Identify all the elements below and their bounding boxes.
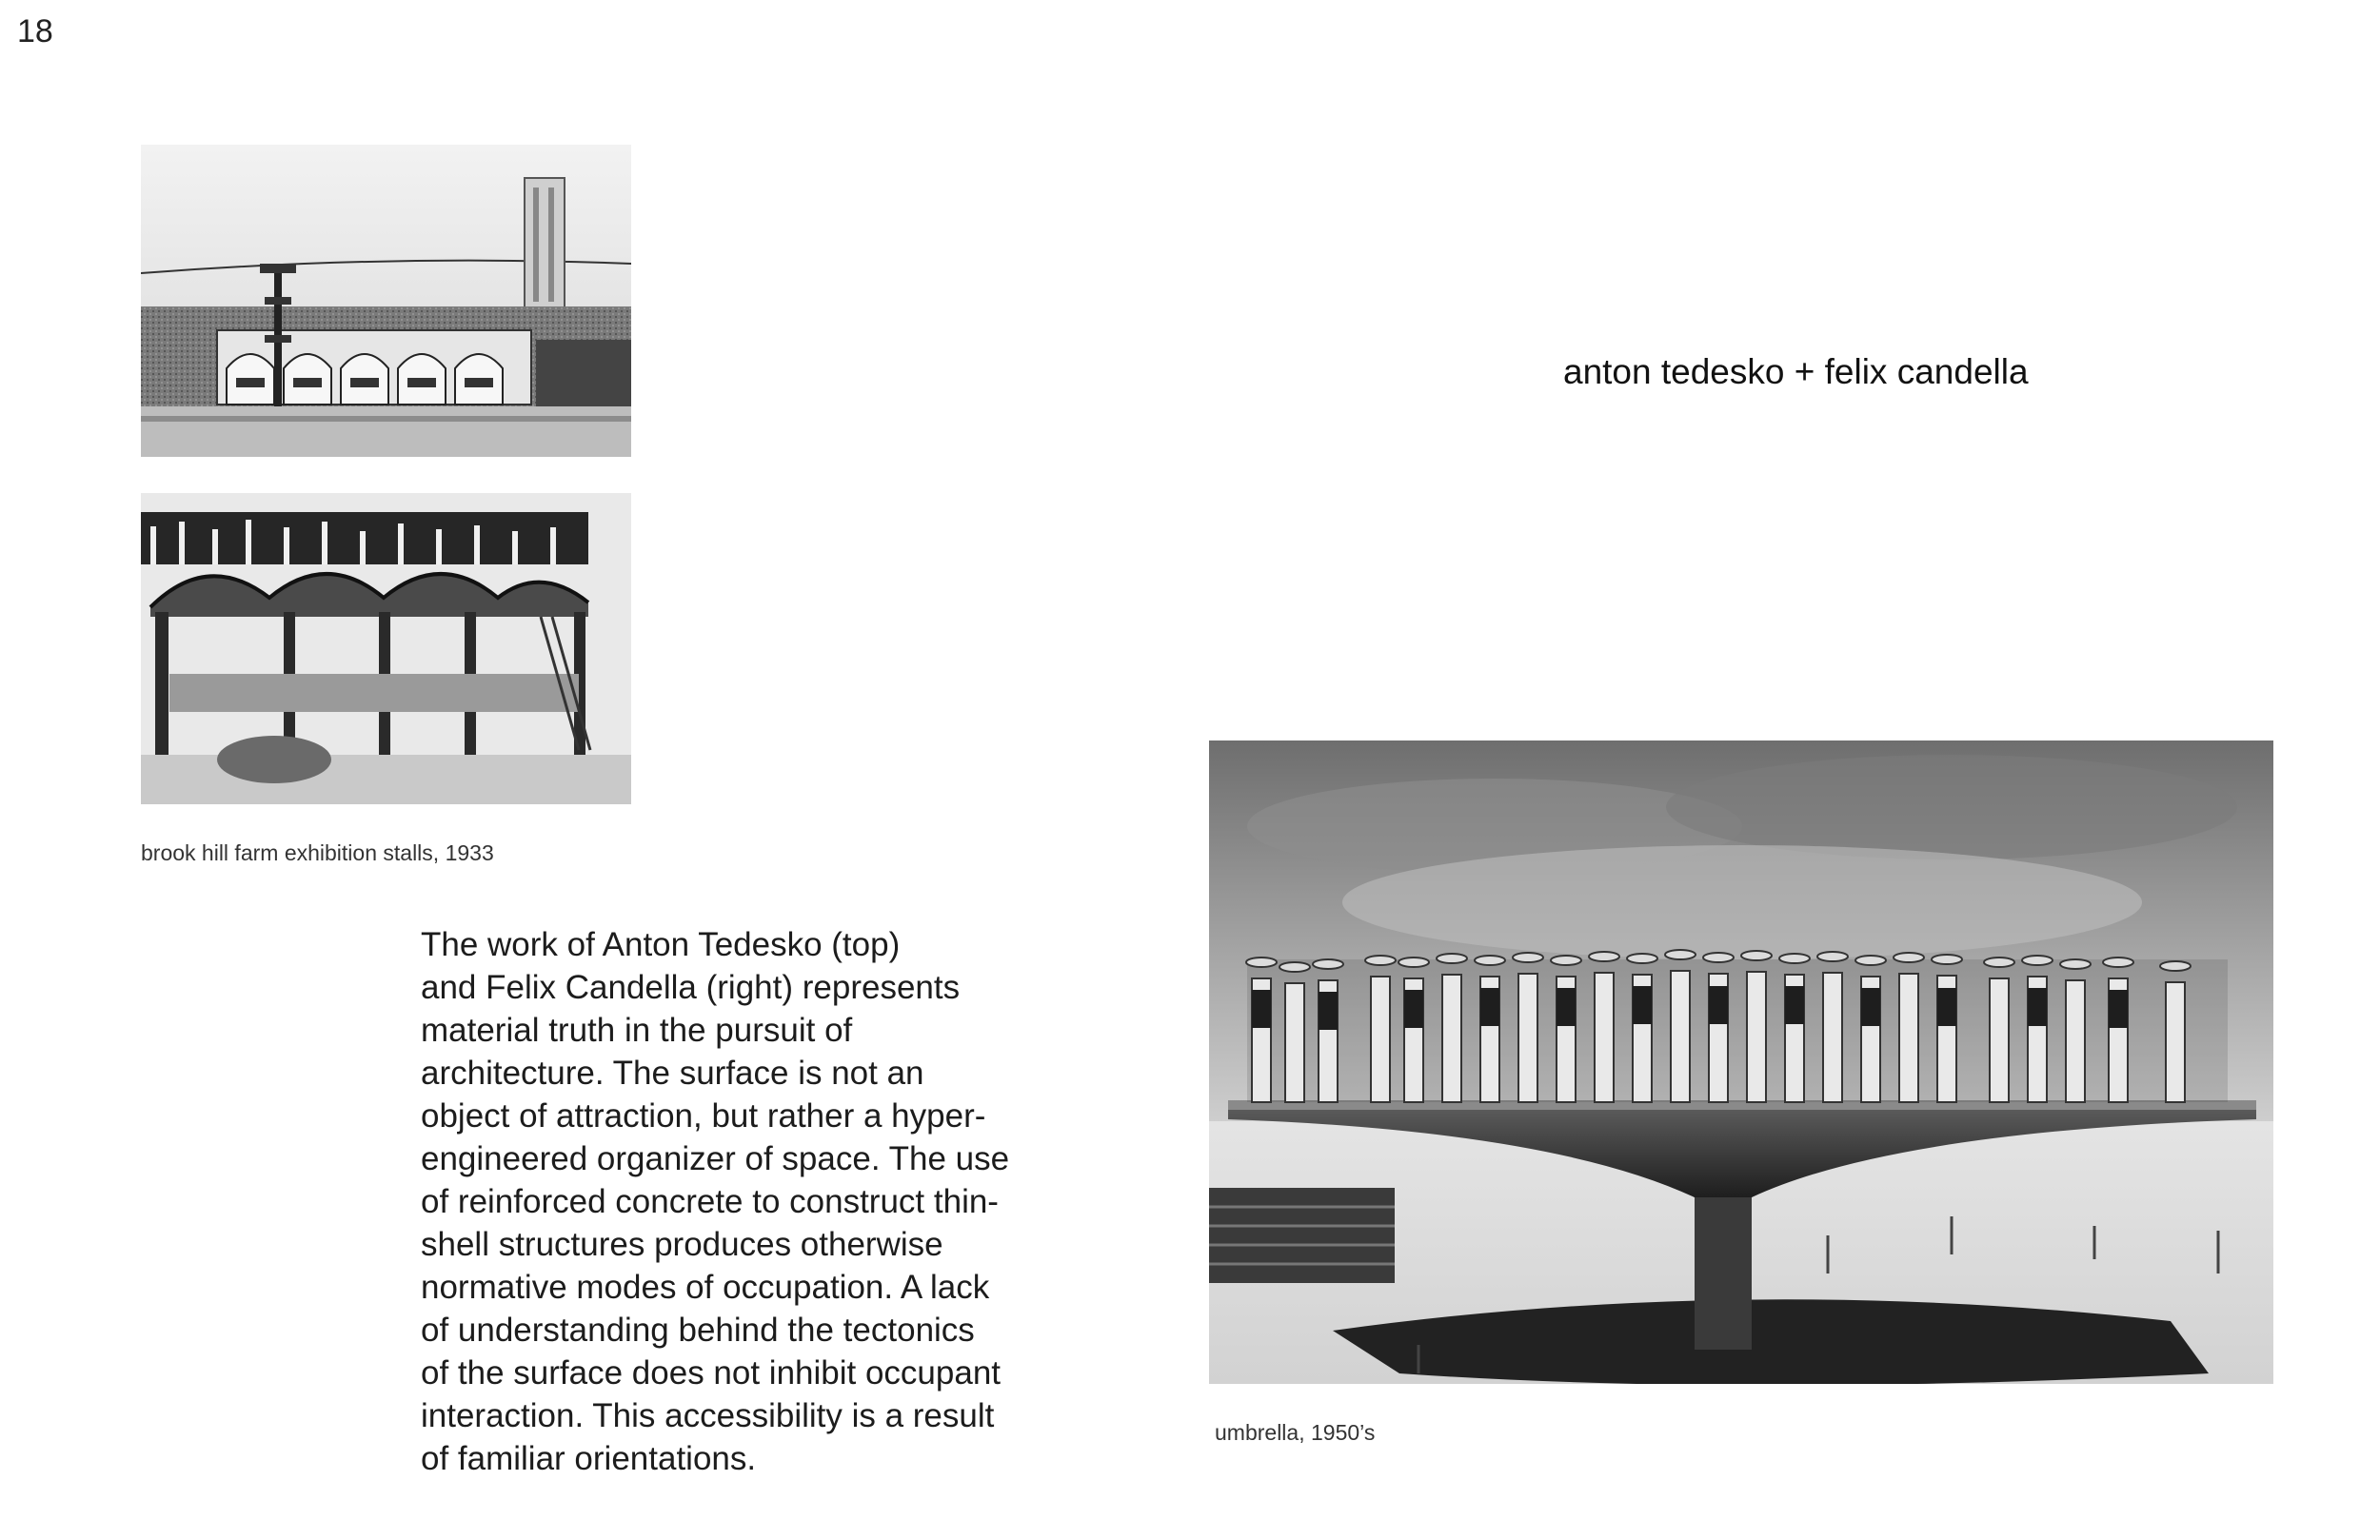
body-line: of the surface does not inhibit occupant	[421, 1354, 1002, 1392]
left-figure-caption: brook hill farm exhibition stalls, 1933	[141, 840, 494, 865]
body-line: material truth in the pursuit of	[421, 1012, 853, 1049]
body-line: architecture. The surface is not an	[421, 1055, 924, 1092]
body-paragraph	[421, 923, 1087, 1480]
page-number: 18	[17, 13, 53, 49]
umbrella-shell-photo	[1209, 740, 2273, 1384]
section-title: anton tedesko + felix candella	[1563, 352, 2029, 391]
body-line: object of attraction, but rather a hyper-	[421, 1097, 986, 1135]
exhibition-stalls-image	[141, 145, 631, 457]
shell-roof-workers-photo	[141, 493, 631, 804]
exhibition-stalls-photo	[141, 145, 631, 457]
umbrella-shell-image	[1209, 740, 2273, 1384]
body-line: of familiar orientations.	[421, 1440, 757, 1477]
body-line: of understanding behind the tectonics	[421, 1312, 975, 1349]
right-figure-caption: umbrella, 1950’s	[1215, 1420, 1376, 1445]
body-line: The work of Anton Tedesko (top)	[421, 926, 901, 963]
body-line: interaction. This accessibility is a result	[421, 1397, 995, 1434]
body-line: engineered organizer of space. The use	[421, 1140, 1010, 1177]
body-line: shell structures produces otherwise	[421, 1226, 943, 1263]
body-line: normative modes of occupation. A lack	[421, 1269, 990, 1306]
body-line: of reinforced concrete to construct thin-	[421, 1183, 999, 1220]
shell-roof-workers-image	[141, 493, 631, 804]
body-line: and Felix Candella (right) represents	[421, 969, 961, 1006]
